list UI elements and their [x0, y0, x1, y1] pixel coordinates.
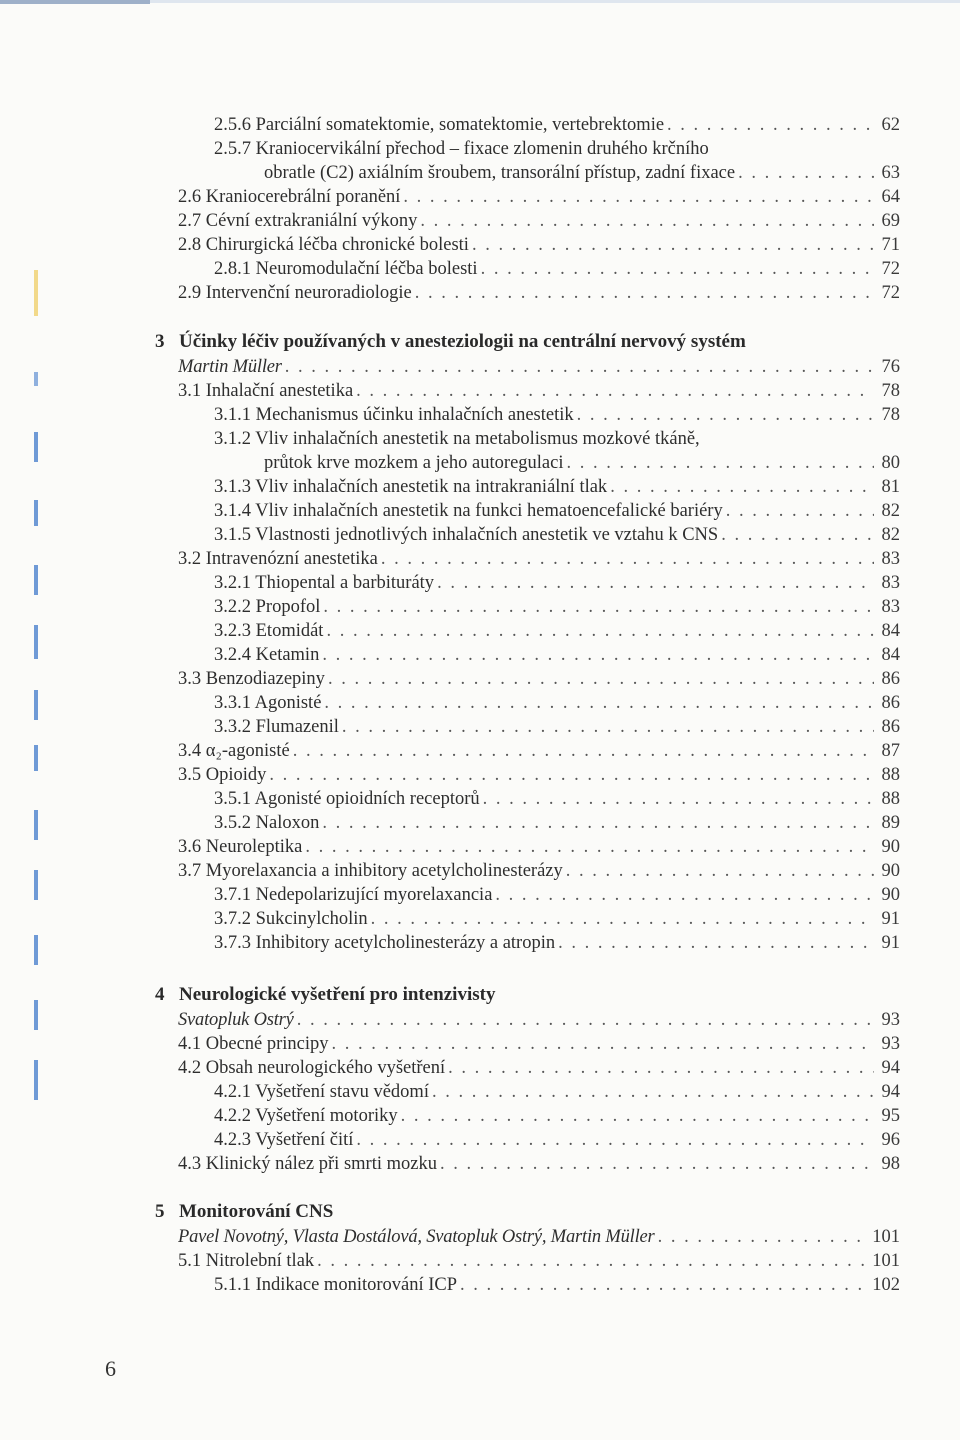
- toc-entry[interactable]: 4.2.1 Vyšetření stavu vědomí . . . 94: [214, 1080, 900, 1104]
- toc-entry[interactable]: 3.7.3 Inhibitory acetylcholinesterázy a atropin . . . 91: [214, 931, 900, 955]
- toc-entry[interactable]: 3.1.2 Vliv inhalačních anestetik na metabolismus mozkové tkáně,: [214, 429, 700, 449]
- toc-entry[interactable]: 4.3 Klinický nález při smrti mozku . . . 98: [178, 1152, 900, 1176]
- page-number: 6: [105, 1356, 116, 1381]
- toc-entry[interactable]: 5.1.1 Indikace monitorování ICP . . . 102: [214, 1273, 900, 1297]
- toc-entry[interactable]: 3.5 Opioidy . . . 88: [178, 763, 900, 787]
- toc-author[interactable]: Svatopluk Ostrý . . . 93: [178, 1008, 900, 1032]
- toc-entry[interactable]: 2.5.7 Kraniocervikální přechod – fixace zlomenin druhého krčního: [214, 139, 709, 159]
- toc-entry[interactable]: 3.1.5 Vlastnosti jednotlivých inhalačních anestetik ve vztahu k CNS . . . 82: [214, 523, 900, 547]
- toc-entry[interactable]: 3.3 Benzodiazepiny . . . 86: [178, 667, 900, 691]
- chapter-title: Monitorování CNS: [179, 1201, 334, 1222]
- chapter-number: 4: [155, 984, 165, 1005]
- toc-entry[interactable]: 3.1.4 Vliv inhalačních anestetik na funkci hematoencefalické bariéry . . . 82: [214, 499, 900, 523]
- toc-entry[interactable]: 4.2.3 Vyšetření čití . . . 96: [214, 1128, 900, 1152]
- toc-entry[interactable]: 3.2.2 Propofol . . . 83: [214, 595, 900, 619]
- chapter-number: 3: [155, 331, 165, 352]
- toc-entry[interactable]: 2.5.6 Parciální somatektomie, somatektomie, vertebrektomie . . . 62: [214, 113, 900, 137]
- toc-entry[interactable]: 3.1.3 Vliv inhalačních anestetik na intrakraniální tlak . . . 81: [214, 475, 900, 499]
- chapter-title: Neurologické vyšetření pro intenzivisty: [179, 984, 496, 1005]
- chapter-title: Účinky léčiv používaných v anesteziologii na centrální nervový systém: [179, 331, 746, 352]
- toc-entry[interactable]: 3.7.1 Nedepolarizující myorelaxancia . . . 90: [214, 883, 900, 907]
- toc-entry[interactable]: 3.2.4 Ketamin . . . 84: [214, 643, 900, 667]
- toc-entry[interactable]: 4.2 Obsah neurologického vyšetření . . . 94: [178, 1056, 900, 1080]
- toc-entry[interactable]: 3.7.2 Sukcinylcholin . . . 91: [214, 907, 900, 931]
- toc-entry[interactable]: 2.8 Chirurgická léčba chronické bolesti . . . 71: [178, 233, 900, 257]
- toc-entry[interactable]: 3.1 Inhalační anestetika . . . 78: [178, 379, 900, 403]
- toc-entry[interactable]: 3.7 Myorelaxancia a inhibitory acetylcholinesterázy . . . 90: [178, 859, 900, 883]
- toc-author[interactable]: Pavel Novotný, Vlasta Dostálová, Svatopluk Ostrý, Martin Müller . . . 101: [178, 1225, 900, 1249]
- toc-entry[interactable]: 3.1.1 Mechanismus účinku inhalačních anestetik . . . 78: [214, 403, 900, 427]
- toc-entry-continuation[interactable]: obratle (C2) axiálním šroubem, transorální přístup, zadní fixace . . . 63: [264, 161, 900, 185]
- toc-entry[interactable]: 3.4 α₂-agonisté . . . 87: [178, 739, 900, 763]
- toc-entry[interactable]: 3.3.1 Agonisté . . . 86: [214, 691, 900, 715]
- toc-entry[interactable]: 2.8.1 Neuromodulační léčba bolesti . . . 72: [214, 257, 900, 281]
- toc-entry[interactable]: 2.7 Cévní extrakraniální výkony . . . 69: [178, 209, 900, 233]
- toc-entry[interactable]: 5.1 Nitrolební tlak . . . 101: [178, 1249, 900, 1273]
- toc-entry[interactable]: 4.2.2 Vyšetření motoriky . . . 95: [214, 1104, 900, 1128]
- toc-entry[interactable]: 3.6 Neuroleptika . . . 90: [178, 835, 900, 859]
- toc-entry[interactable]: 3.5.1 Agonisté opioidních receptorů . . . 88: [214, 787, 900, 811]
- toc-entry[interactable]: 2.9 Intervenční neuroradiologie . . . 72: [178, 281, 900, 305]
- toc-entry-continuation[interactable]: průtok krve mozkem a jeho autoregulaci . . . 80: [264, 451, 900, 475]
- toc-author[interactable]: Martin Müller . . . 76: [178, 355, 900, 379]
- toc-entry[interactable]: 3.2.3 Etomidát . . . 84: [214, 619, 900, 643]
- toc-entry[interactable]: 3.2.1 Thiopental a barbituráty . . . 83: [214, 571, 900, 595]
- chapter-number: 5: [155, 1201, 165, 1222]
- toc-entry[interactable]: 3.5.2 Naloxon . . . 89: [214, 811, 900, 835]
- toc-entry[interactable]: 3.3.2 Flumazenil . . . 86: [214, 715, 900, 739]
- toc-entry[interactable]: 2.6 Kraniocerebrální poranění . . . 64: [178, 185, 900, 209]
- toc-entry[interactable]: 4.1 Obecné principy . . . 93: [178, 1032, 900, 1056]
- toc-entry[interactable]: 3.2 Intravenózní anestetika . . . 83: [178, 547, 900, 571]
